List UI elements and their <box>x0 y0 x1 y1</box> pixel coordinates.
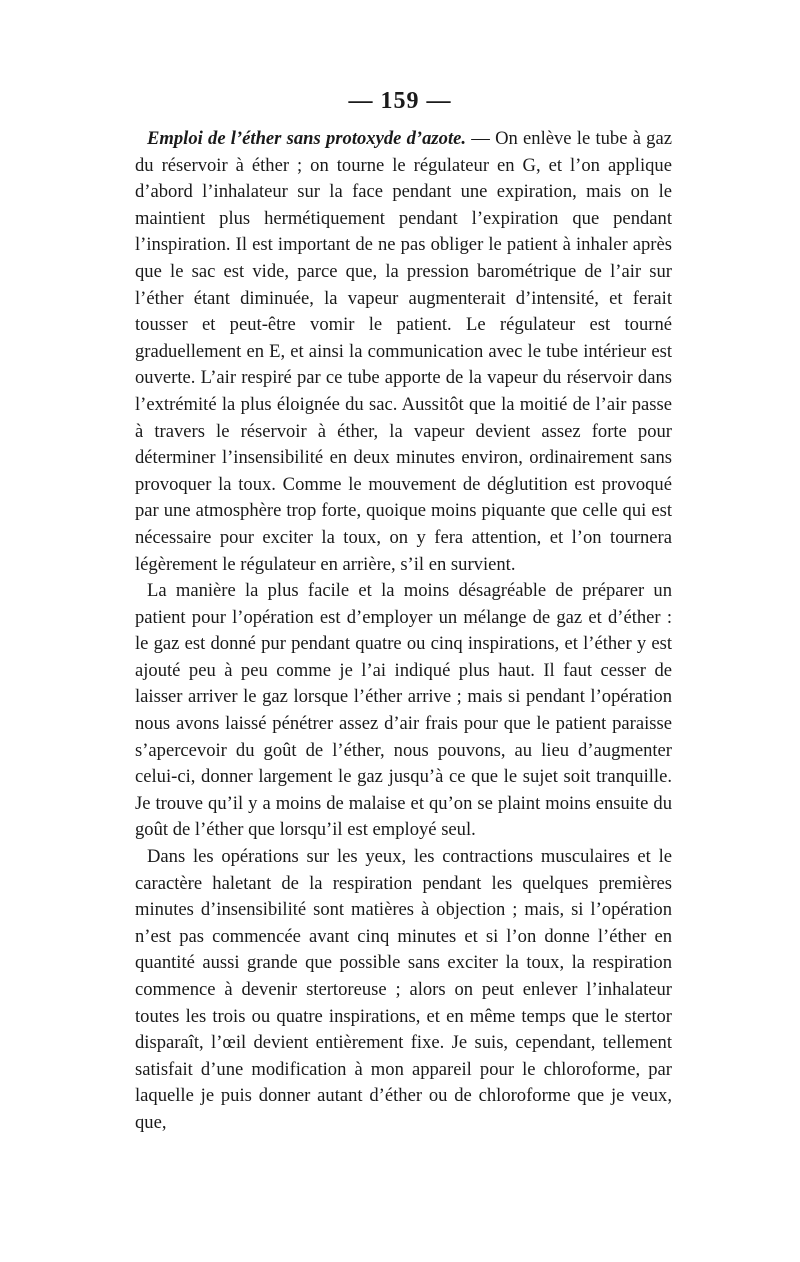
paragraph-eye-operations <box>135 844 672 1137</box>
page-number: — 159 — <box>348 88 452 114</box>
paragraph-text: La manière la plus facile et la moins désagréable de préparer un patient pour l’opération est d’employer un mélange de gaz et d’éther : le gaz est donné pur pendant quatre ou cinq inspirations, et l’éther y est ajouté peu à peu comme je l’ai indiqué plus haut. Il faut cesser de laisser arriver le gaz lorsque l’éther arrive ; mais si pendant l’opération nous avons laissé pénétrer assez d’air frais pour que le patient paraisse s’apercevoir du goût de l’éther, nous pouvons, au lieu d’augmenter celui-ci, donner largement le gaz jusqu’à ce que le sujet soit tranquille. Je trouve qu’il y a moins de malaise et qu’on se plaint moins ensuite du goût de l’éther que lorsqu’il est employé seul. <box>135 580 672 841</box>
paragraph-text: Dans les opérations sur les yeux, les contractions musculaires et le caractère haletant de la respiration pendant les quelques premières minutes d’insensibilité sont matières à objection ; mais, si l’opération n’est pas commencée avant cinq minutes et si l’on donne l’éther en quantité aussi grande que possible sans exciter la toux, la respiration commence à devenir stertoreuse ; alors on peut enlever l’inhalateur toutes les trois ou quatre inspirations, et en même temps que le stertor disparaît, l’œil devient entièrement fixe. Je suis, cependant, tellement satisfait d’une modification à mon appareil pour le chloroforme, par laquelle je puis donner autant d’éther ou de chloroforme que je veux, que, <box>135 846 672 1133</box>
paragraph-gas-ether-mixture <box>135 578 672 844</box>
body-text <box>135 126 672 1137</box>
paragraph-ether-usage <box>135 126 672 578</box>
section-heading: Emploi de l’éther sans protoxyde d’azote. <box>147 128 467 149</box>
paragraph-text: — On enlève le tube à gaz du réservoir à éther ; on tourne le régulateur en G, et l’on applique d’abord l’inhalateur sur la face pendant une expiration, mais on le maintient plus hermétiquement pendant l’expiration que pendant l’inspiration. Il est important de ne pas obliger le patient à inhaler après que le sac est vide, parce que, la pression barométrique de l’air sur l’éther étant diminuée, la vapeur augmenterait d’intensité, et ferait tousser et peut-être vomir le patient. Le régulateur est tourné graduellement en E, et ainsi la communication avec le tube intérieur est ouverte. L’air respiré par ce tube apporte de la vapeur du réservoir dans l’extrémité la plus éloignée du sac. Aussitôt que la moitié de l’air passe à travers le réservoir à éther, la vapeur devient assez forte pour déterminer l’insensibilité en deux minutes environ, ordinairement sans provoquer la toux. Comme le mouvement de déglutition est provoqué par une atmosphère trop forte, quoique moins piquante que celle qui est nécessaire pour exciter la toux, on y fera attention, et l’on tournera légèrement le régulateur en arrière, s’il en survient. <box>135 128 672 575</box>
